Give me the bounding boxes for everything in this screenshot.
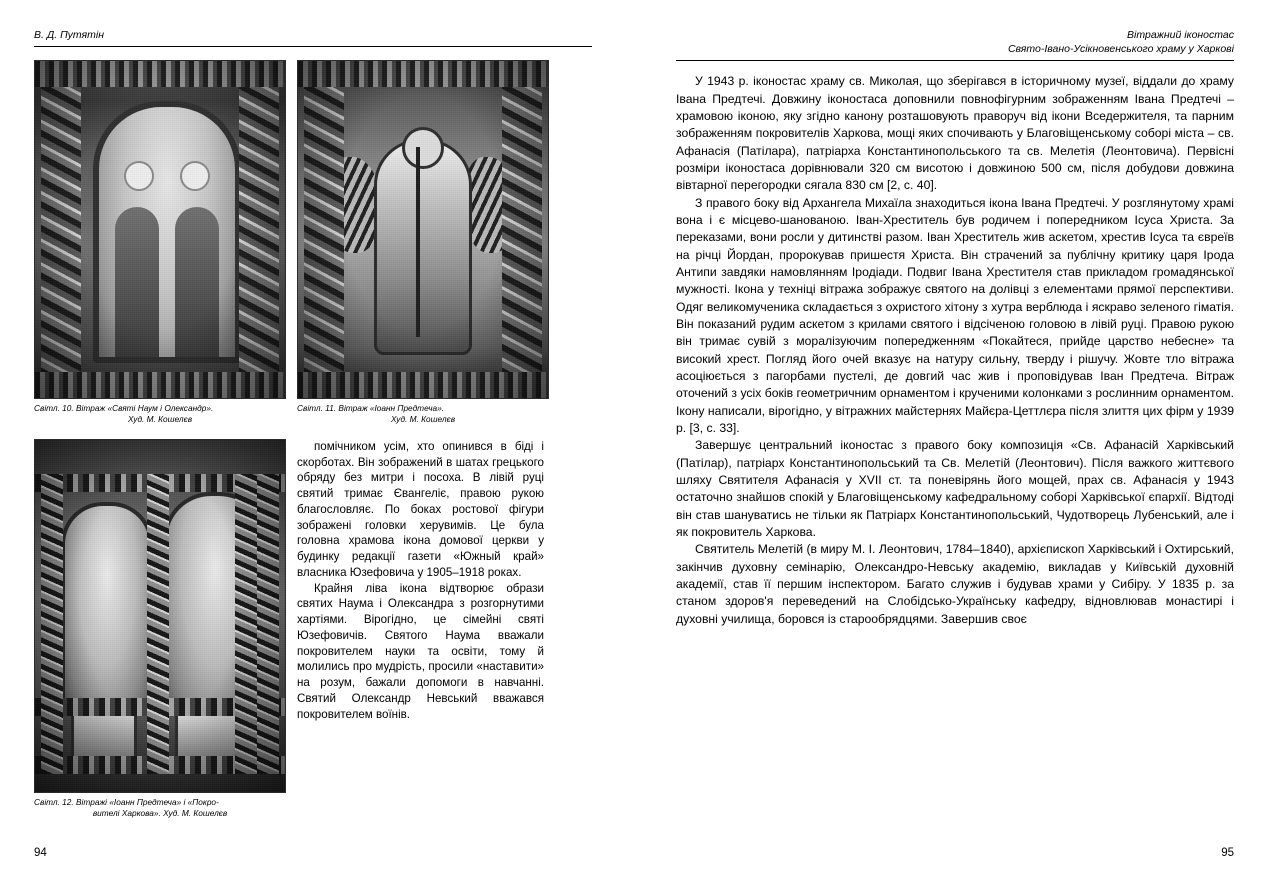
paragraph: помічником усім, хто опинився в біді і скорботах. Він зображений в шатах грецького обряду без митри і посоха. В лівій руці святий тримає Євангеліє, правою рукою благословляє. По боках ростової фігури зображені головки херувимів. Це була головна храмова ікона домової церкви у будинку редакції газети «Южный край» власника Юзефовича у 1905–1918 роках. bbox=[297, 439, 544, 579]
running-head-right-line1: Вітражний іконостас bbox=[1127, 29, 1234, 41]
right-page bbox=[634, 0, 1268, 881]
figure-12-caption bbox=[34, 797, 286, 819]
figure-12-photo bbox=[35, 440, 285, 792]
figure-10-photo bbox=[35, 61, 285, 398]
figure-12-caption-line1: Світл. 12. Вітражі «Іоанн Предтеча» і «Покро- bbox=[34, 796, 219, 807]
figure-12 bbox=[34, 439, 286, 819]
figure-11 bbox=[297, 60, 549, 425]
running-head-right-line2: Свято-Івано-Усікновенського храму у Харкові bbox=[1007, 43, 1234, 56]
running-head-left: В. Д. Путятін bbox=[34, 28, 592, 47]
paragraph: Завершує центральний іконостас з правого боку композиція «Св. Афанасій Харківський (Патілар), патріарх Константинопольський та Св. Мелетій (Леонтович). Після важкого життєвого шляху Святителя Афанасія у XVII ст. та поневірянь його мощей, прах св. Афанасія у 1943 остаточно знайшов спокій у Благовіщенському кафедральному соборі Харківської єпархії. Відтоді він став шануватись не тільки як Патріарх Константинопольський, Чудотворець Лубенський, але і як покровитель Харкова. bbox=[676, 438, 1234, 539]
figure-10-caption-line1: Світл. 10. Вітраж «Святі Наум і Олександр». bbox=[34, 403, 214, 414]
figure-11-caption bbox=[297, 403, 549, 425]
figure-12-caption-line2: вителі Харкова». Худ. М. Кошелєв bbox=[92, 807, 228, 818]
figure-10-caption-line2: Худ. М. Кошелєв bbox=[127, 413, 193, 424]
paragraph: Святитель Мелетій (в миру М. І. Леонтович, 1784–1840), архієпископ Харківський і Охтирський, закінчив духовну семінарію, Олександро-Невську академію, викладав у Київській духовній академії, став її першим інспектором. Багато служив і будував храми у Сибіру. У 1835 р. за станом здоров'я переведений на Слобідсько-Українську кафедру, відновлював монастирі і духовні училища, боровся із старообрядцями. Завершив своє bbox=[676, 542, 1234, 626]
paragraph: У 1943 р. іконостас храму св. Миколая, що зберігався в історичному музеї, віддали до храму Івана Предтечі. Довжину іконостаса доповнили повнофігурним зображенням Івана Предтечі – храмовою іконою, яку згідно канону розташовують праворуч від ікони Вседержителя, та парним зображенням покровителів Харкова, мощі яких спочивають у Благовіщенському соборі міста – св. Афанасія (Патілара), патріарха Константинопольського та св. Мелетія (Леонтовича). Первісні розміри іконостаса дорівнювали 320 см висотою і довжиною 500 см, після добудови довжина вівтарної перегородки сягала 830 см [2, с. 40]. bbox=[676, 74, 1234, 193]
page-number-right: 95 bbox=[1221, 847, 1234, 859]
figure-11-caption-line1: Світл. 11. Вітраж «Іоанн Предтеча». bbox=[297, 403, 445, 414]
figure-and-text-row bbox=[34, 439, 592, 819]
figure-11-photo bbox=[298, 61, 548, 398]
left-text-column bbox=[297, 439, 544, 819]
figure-row-top bbox=[34, 60, 592, 425]
figure-11-image bbox=[297, 60, 549, 399]
figure-10 bbox=[34, 60, 286, 425]
paragraph: З правого боку від Архангела Михаїла знаходиться ікона Івана Предтечі. У розглянутому храмі вона і є місцево-шанованою. Іван-Хреститель був родичем і попередником Ісуса Христа. За переказами, вони росли у дитинстві разом. Іван Хреститель жив аскетом, хрестив Ісуса та євреїв на річці Йордан, пророкував пришестя Христа. Він страчений за публічну критику царя Ірода Антипи завдяки намовлянням Іродіади. Подвиг Івана Хрестителя став прикладом громадянської мужності. Ікона у техніці вітража зображує святого на долівці з елементами прямої перспективи. Одяг великомученика складається з охристого хітону з хутра верблюда і яскраво зеленого гіматія. Він показаний рудим аскетом з крилами святого і відсіченою головою в лівій руці. Правою рукою він тримає сувій з моралізуючим попередженням «Покайтеся, прийде царство небесне» та високий хрест. Погляд його очей вказує на натуру сильну, тверду і рішучу. Жовте тло вітража асоціюється з пагорбами пустелі, де довгий час жив і проповідував Іван Предтеча. Вітраж оточений з усіх боків геометричним орнаментом і крученими колонками з рослинним орнаментом. Ікону написали, вірогідно, у вітражних майстернях Майєра-Цеттлєра після злиття цих фірм у 1939 р. [3, с. 33]. bbox=[676, 195, 1234, 435]
figure-10-caption bbox=[34, 403, 286, 425]
figure-10-image bbox=[34, 60, 286, 399]
figure-11-caption-line2: Худ. М. Кошелєв bbox=[390, 413, 456, 424]
running-head-right bbox=[676, 28, 1234, 61]
page-number-left: 94 bbox=[34, 847, 47, 859]
paragraph: Крайня ліва ікона відтворює образи святих Наума і Олександра з розгорнутими хартіями. Вірогідно, це сімейні святі Юзефовичів. Святого Наума вважали покровителем науки та освіти, тому й молились про мудрість, просили «наставити» на розум, бажали допомоги в навчанні. Святий Олександр Невський вважався покровителем воїнів. bbox=[297, 581, 544, 721]
figure-12-image bbox=[34, 439, 286, 793]
right-text-column bbox=[676, 73, 1234, 628]
